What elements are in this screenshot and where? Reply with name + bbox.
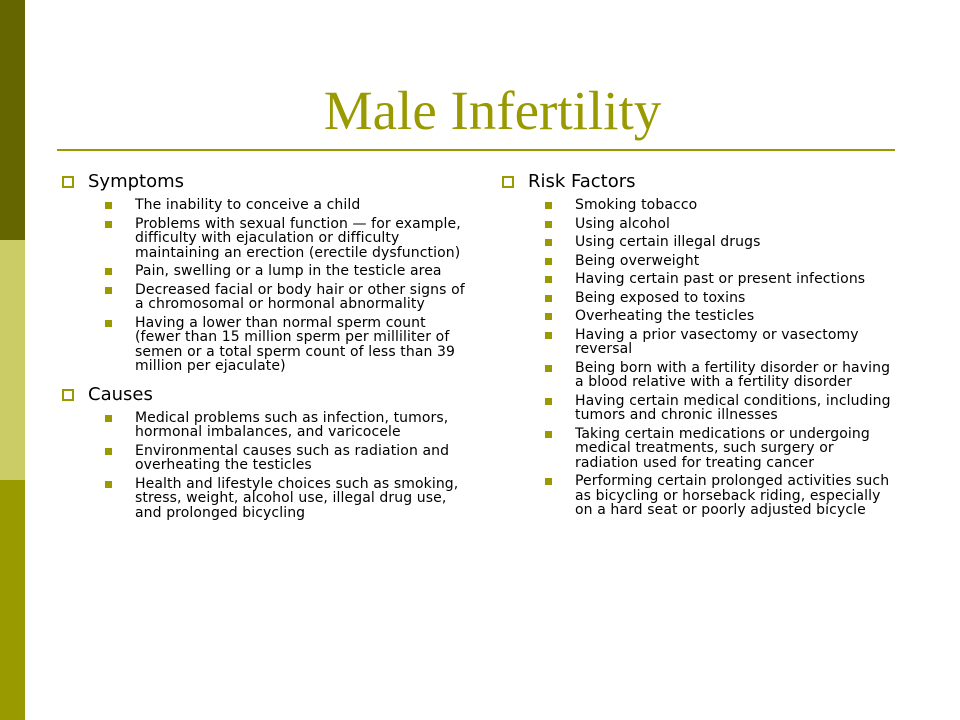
list-item: Health and lifestyle choices such as smoking, stress, weight, alcohol use, illegal drug use, and prolonged bicycling [105, 477, 470, 521]
list-item: The inability to conceive a child [105, 198, 470, 213]
square-bullet-icon [502, 176, 514, 188]
list-item: Having a prior vasectomy or vasectomy reversal [545, 328, 900, 357]
list-item: Problems with sexual function — for example, difficulty with ejaculation or difficulty maintaining an erection (erectile dysfunction) [105, 217, 470, 261]
sidebar-band-olive [0, 480, 25, 720]
list-item: Being exposed to toxins [545, 291, 900, 306]
left-column [60, 170, 470, 529]
section-heading [60, 383, 470, 407]
square-bullet-icon [62, 389, 74, 401]
list-item: Having certain past or present infections [545, 272, 900, 287]
section-heading-label: Causes [88, 383, 153, 405]
list-item: Smoking tobacco [545, 198, 900, 213]
list-item: Environmental causes such as radiation and overheating the testicles [105, 444, 470, 473]
list-item: Pain, swelling or a lump in the testicle area [105, 264, 470, 279]
bullet-list [500, 198, 900, 518]
bullet-section [500, 170, 900, 518]
sidebar-band-light [0, 240, 25, 480]
section-heading-label: Symptoms [88, 171, 185, 192]
bullet-list [60, 411, 470, 521]
section-heading [60, 170, 470, 194]
list-item: Using certain illegal drugs [545, 235, 900, 250]
list-item: Decreased facial or body hair or other signs of a chromosomal or hormonal abnormality [105, 283, 470, 312]
slide-title: Male Infertility [323, 80, 662, 141]
bullet-section [60, 170, 470, 374]
bullet-section [60, 383, 470, 521]
sidebar-band-dark [0, 0, 25, 240]
section-heading-label: Risk Factors [528, 171, 636, 192]
bullet-list [60, 198, 470, 374]
list-item: Having certain medical conditions, including tumors and chronic illnesses [545, 394, 900, 423]
list-item: Being overweight [545, 254, 900, 269]
list-item: Medical problems such as infection, tumors, hormonal imbalances, and varicocele [105, 411, 470, 440]
list-item: Using alcohol [545, 217, 900, 232]
list-item: Overheating the testicles [545, 309, 900, 324]
section-heading [500, 170, 900, 194]
right-column [500, 170, 900, 527]
square-bullet-icon [62, 176, 74, 188]
title-divider [57, 149, 895, 151]
list-item: Being born with a fertility disorder or having a blood relative with a fertility disorder [545, 361, 900, 390]
list-item: Taking certain medications or undergoing medical treatments, such surgery or radiation used for treating cancer [545, 427, 900, 471]
list-item: Having a lower than normal sperm count (fewer than 15 million sperm per milliliter of semen or a total sperm count of less than 39 million per ejaculate) [105, 316, 470, 374]
list-item: Performing certain prolonged activities such as bicycling or horseback riding, especially on a hard seat or poorly adjusted bicycle [545, 474, 900, 518]
